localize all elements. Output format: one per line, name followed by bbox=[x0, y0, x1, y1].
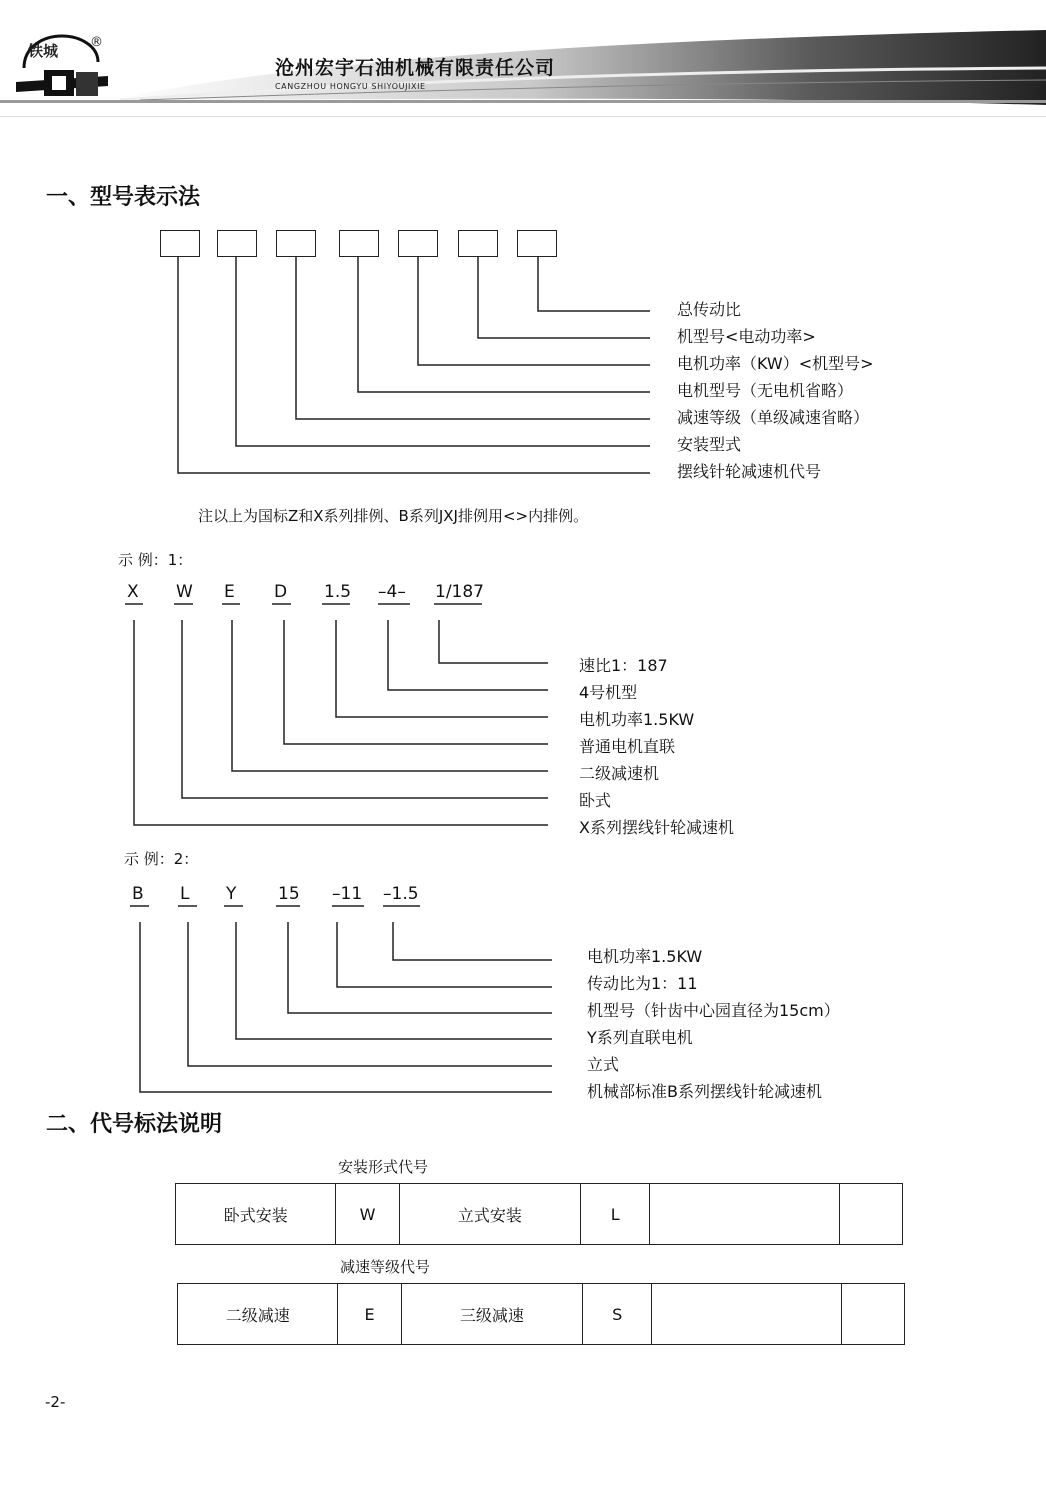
table-row bbox=[176, 1184, 903, 1245]
table-cell bbox=[839, 1184, 902, 1245]
ex1-desc-1: 速比1：187 bbox=[579, 656, 668, 675]
ex1-desc-2: 4号机型 bbox=[579, 683, 638, 702]
ex1-desc-7: X系列摆线针轮减速机 bbox=[579, 818, 734, 837]
example1-title: 示 例：1： bbox=[118, 551, 193, 569]
table-cell: S bbox=[583, 1284, 652, 1345]
table-cell bbox=[652, 1284, 842, 1345]
ex2-desc-5: 立式 bbox=[587, 1055, 620, 1074]
table-cell: 三级减速 bbox=[401, 1284, 582, 1345]
ex1-code-5: 1.5 bbox=[324, 582, 352, 602]
section1-note: 注以上为国标Z和X系列排例、B系列JXJ排例用<>内排例。 bbox=[198, 507, 589, 525]
ex1-desc-5: 二级减速机 bbox=[579, 764, 660, 783]
table-cell bbox=[650, 1184, 840, 1245]
table-cell bbox=[841, 1284, 904, 1345]
table-cell: 二级减速 bbox=[178, 1284, 338, 1345]
ex1-code-7: 1/187 bbox=[435, 582, 484, 602]
ex1-code-3: E bbox=[224, 582, 235, 602]
table-cell: 立式安装 bbox=[399, 1184, 580, 1245]
ex2-code-3: Y bbox=[226, 884, 237, 904]
s1-desc-5: 减速等级（单级减速省略） bbox=[677, 408, 870, 427]
ex2-code-2: L bbox=[180, 884, 190, 904]
ex2-code-5: –11 bbox=[332, 884, 363, 904]
ex2-code-6: –1.5 bbox=[383, 884, 419, 904]
table-row bbox=[178, 1284, 905, 1345]
table-cell: E bbox=[338, 1284, 401, 1345]
ex1-code-6: –4– bbox=[378, 582, 406, 602]
install-code-table bbox=[175, 1183, 903, 1245]
ex1-desc-6: 卧式 bbox=[579, 791, 612, 810]
reduction-caption: 减速等级代号 bbox=[340, 1258, 431, 1276]
ex1-code-4: D bbox=[274, 582, 288, 602]
registered-mark: ® bbox=[90, 35, 103, 50]
section2-title: 二、代号标法说明 bbox=[46, 1112, 223, 1137]
s1-desc-1: 总传动比 bbox=[677, 300, 742, 319]
table-cell: L bbox=[581, 1184, 650, 1245]
ex1-code-1: X bbox=[127, 582, 139, 602]
s1-desc-7: 摆线针轮减速机代号 bbox=[677, 462, 822, 481]
ex2-desc-4: Y系列直联电机 bbox=[587, 1028, 693, 1047]
page-number: -2- bbox=[45, 1393, 66, 1411]
ex1-desc-4: 普通电机直联 bbox=[579, 737, 676, 756]
reduction-code-table bbox=[177, 1283, 905, 1345]
company-name-cn: 沧州宏宇石油机械有限责任公司 bbox=[275, 57, 556, 79]
ex2-desc-2: 传动比为1：11 bbox=[587, 974, 698, 993]
ex1-code-2: W bbox=[176, 582, 193, 602]
ex2-code-4: 15 bbox=[278, 884, 300, 904]
ex2-desc-6: 机械部标准B系列摆线针轮减速机 bbox=[587, 1082, 822, 1101]
install-caption: 安装形式代号 bbox=[338, 1158, 429, 1176]
ex1-desc-3: 电机功率1.5KW bbox=[579, 710, 695, 729]
table-cell: W bbox=[336, 1184, 399, 1245]
example2-title: 示 例：2： bbox=[124, 850, 199, 868]
table-cell: 卧式安装 bbox=[176, 1184, 336, 1245]
company-name-en: CANGZHOU HONGYU SHIYOUJIXIE bbox=[275, 82, 426, 91]
ex2-code-1: B bbox=[132, 884, 144, 904]
logo-text: 铁城 bbox=[28, 42, 59, 60]
s1-desc-3: 电机功率（KW）<机型号> bbox=[677, 354, 874, 373]
s1-desc-6: 安装型式 bbox=[677, 435, 742, 454]
section1-title: 一、型号表示法 bbox=[46, 185, 201, 210]
s1-desc-2: 机型号<电动功率> bbox=[677, 327, 816, 346]
s1-desc-4: 电机型号（无电机省略） bbox=[677, 381, 854, 400]
ex2-desc-1: 电机功率1.5KW bbox=[587, 947, 703, 966]
ex2-desc-3: 机型号（针齿中心园直径为15cm） bbox=[587, 1001, 840, 1020]
